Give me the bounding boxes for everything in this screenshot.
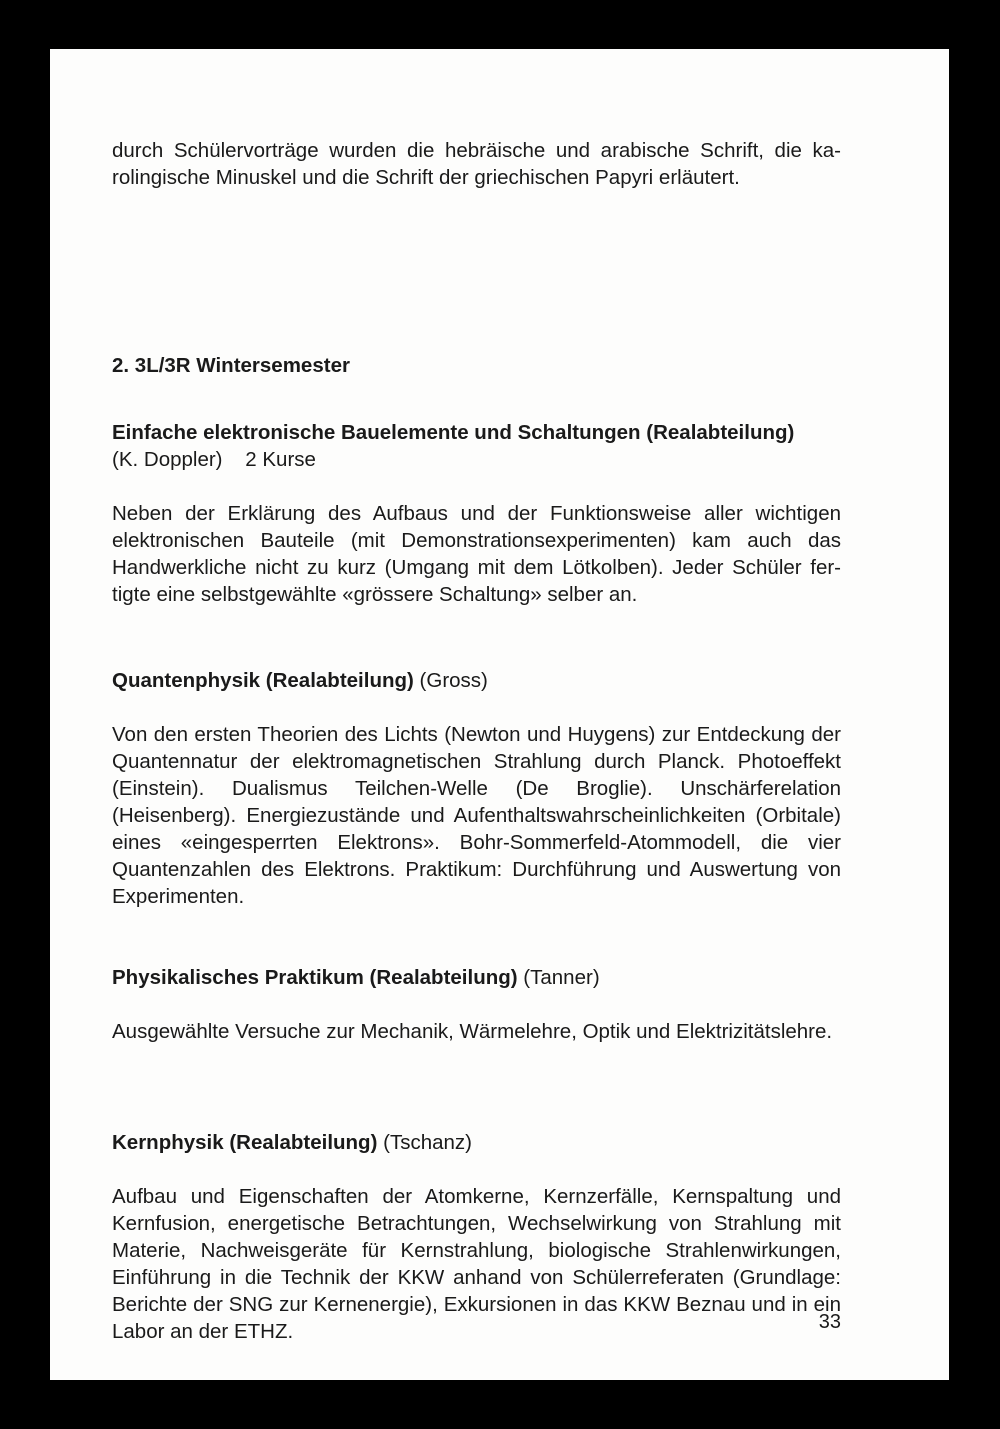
course-nuclear-physics xyxy=(112,1129,841,1345)
intro-paragraph: durch Schülervorträge wurden die hebräische und arabische Schrift, die karolingische Minuskel und die Schrift der griechischen Papyri erläutert. xyxy=(112,139,841,189)
course-title xyxy=(112,419,841,446)
course-physics-lab xyxy=(112,964,841,1045)
course-title-rest: (Gross) xyxy=(413,669,488,692)
course-title-bold: Einfache elektronische Bauelemente und Schaltungen (Realabteilung) xyxy=(112,421,795,444)
section-heading: 2. 3L/3R Wintersemester xyxy=(112,354,350,377)
course-description: Neben der Erklärung des Aufbaus und der Funktionsweise aller wichtigen elektronischen Bauteile (mit Demonstrationsexperimenten) kam auch das Handwerkliche nicht zu kurz (Umgang mit dem Lötkolben). Jeder Schüler fertigte eine selbstgewählte «grössere Schaltung» selber an. xyxy=(112,502,841,606)
intro-block xyxy=(112,137,841,191)
section-block xyxy=(112,352,841,379)
course-subtitle: (K. Doppler) 2 Kurse xyxy=(112,448,316,471)
course-quantum-physics xyxy=(112,667,841,910)
document-page xyxy=(50,49,949,1380)
page-number: 33 xyxy=(818,1311,841,1333)
course-title-bold: Kernphysik (Realabteilung) xyxy=(112,1131,378,1154)
course-electronics xyxy=(112,419,841,608)
course-title-rest: (Tschanz) xyxy=(377,1131,472,1154)
course-title xyxy=(112,964,841,991)
course-title-rest: (Tanner) xyxy=(517,966,600,989)
course-title-bold: Physikalisches Praktikum (Realabteilung) xyxy=(112,966,518,989)
course-description: Aufbau und Eigenschaften der Atomkerne, Kernzerfälle, Kernspaltung und Kernfusion, energetische Betrachtungen, Wechselwirkung von Strahlung mit Materie, Nachweisgeräte für Kernstrahlung, biologische Strahlenwirkungen, Einführung in die Technik der KKW anhand von Schülerreferaten (Grundlage: Berichte der SNG zur Kernenergie), Exkursionen in das KKW Beznau und in ein Labor an der ETHZ. xyxy=(112,1185,841,1343)
course-description: Von den ersten Theorien des Lichts (Newton und Huygens) zur Entdeckung der Quantennatur der elektromagnetischen Strahlung durch Planck. Photoeffekt (Einstein). Dualismus Teilchen-Welle (De Broglie). Unschärferelation (Heisenberg). Energiezustände und Aufenthaltswahrscheinlichkeiten (Orbitale) eines «eingesperrten Elektrons». Bohr-Sommerfeld-Atommodell, die vier Quantenzahlen des Elektrons. Praktikum: Durchführung und Auswertung von Experimenten. xyxy=(112,723,841,908)
course-title-bold: Quantenphysik (Realabteilung) xyxy=(112,669,414,692)
course-title xyxy=(112,1129,841,1156)
course-description: Ausgewählte Versuche zur Mechanik, Wärmelehre, Optik und Elektrizitätslehre. xyxy=(112,1020,833,1043)
course-title xyxy=(112,667,841,694)
